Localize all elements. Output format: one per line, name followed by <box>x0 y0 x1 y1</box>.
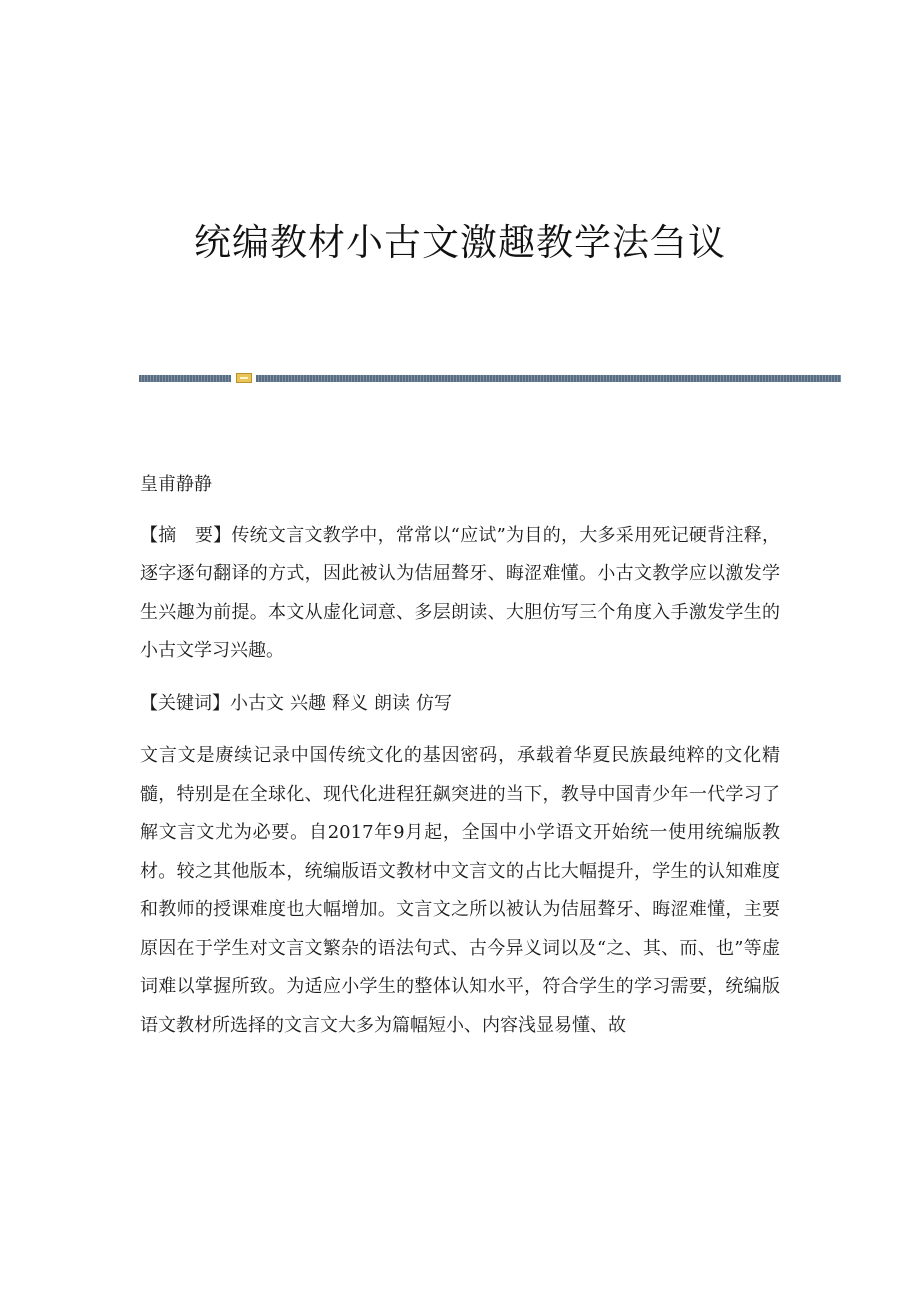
divider-ornament-icon <box>236 373 252 383</box>
divider-bar-right <box>256 375 841 382</box>
keywords-paragraph <box>140 685 780 724</box>
abstract-text: 传统文言文教学中，常常以“应试”为目的，大多采用死记硬背注释，逐字逐句翻译的方式，因此被认为佶屈聱牙、晦涩难懂。小古文教学应以激发学生兴趣为前提。本文从虚化词意、多层朗读、大胆仿写三个角度入手激发学生的小古文学习兴趣。 <box>140 524 780 661</box>
keywords-label: 【关键词】 <box>140 692 230 714</box>
author-name: 皇甫静静 <box>140 474 212 495</box>
body-paragraph: 文言文是赓续记录中国传统文化的基因密码，承载着华夏民族最纯粹的文化精髓，特别是在全球化、现代化进程狂飙突进的当下，教导中国青少年一代学习了解文言文尤为必要。自2017年9月起，全国中小学语文开始统一使用统编版教材。较之其他版本，统编版语文教材中文言文的占比大幅提升，学生的认知难度和教师的授课难度也大幅增加。文言文之所以被认为佶屈聱牙、晦涩难懂，主要原因在于学生对文言文繁杂的语法句式、古今异义词以及“之、其、而、也”等虚词难以掌握所致。为适应小学生的整体认知水平，符合学生的学习需要，统编版语文教材所选择的文言文大多为篇幅短小、内容浅显易懂、故 <box>140 745 780 1036</box>
title-divider <box>139 373 841 383</box>
abstract-paragraph <box>140 517 780 671</box>
keyword: 释义 <box>332 692 368 714</box>
keyword: 朗读 <box>374 692 410 714</box>
keyword: 小古文 <box>230 692 284 714</box>
document-content <box>140 466 780 1059</box>
keyword: 兴趣 <box>290 692 326 714</box>
abstract-label: 【摘 要】 <box>140 524 232 546</box>
divider-bar-left <box>139 375 231 382</box>
keyword: 仿写 <box>416 692 452 714</box>
page-title: 统编教材小古文激趣教学法刍议 <box>194 221 726 264</box>
